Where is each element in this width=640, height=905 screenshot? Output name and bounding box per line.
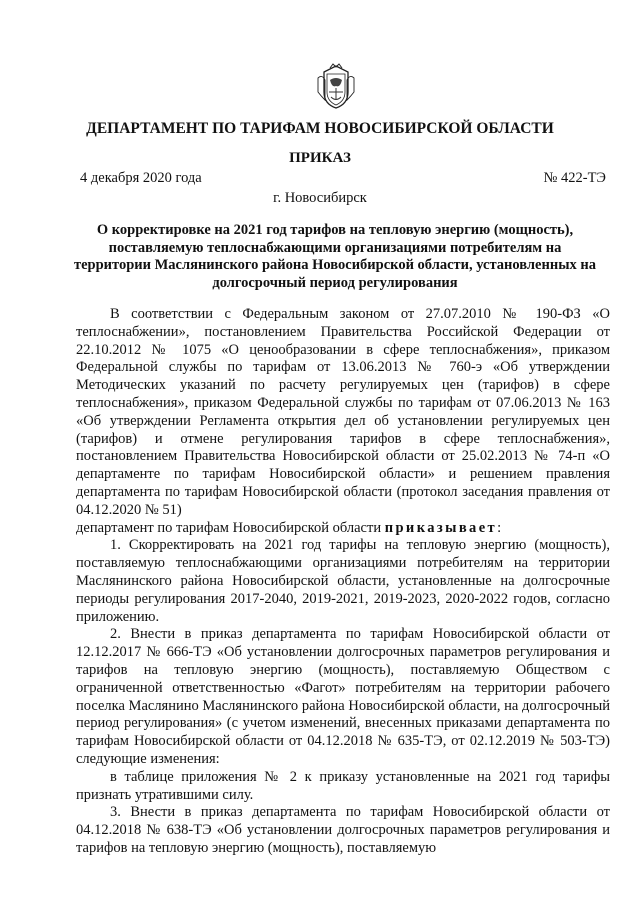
orders-suffix: : — [497, 519, 502, 536]
document-date: 4 декабря 2020 года — [80, 170, 202, 186]
orders-line — [76, 520, 610, 538]
coat-of-arms-icon — [316, 62, 356, 110]
orders-word: приказывает — [384, 519, 498, 536]
item-3-paragraph: 3. Внести в приказ департамента по тарифам Новосибирской области от 04.12.2018 № 638-ТЭ «Об установлении долгосрочных параметров регулирования и тарифов на тепловую энергию (мощность), поставляемую — [76, 804, 610, 856]
item-1-paragraph: 1. Скорректировать на 2021 год тарифы на тепловую энергию (мощность), поставляемую теплоснабжающими организациями потребителям на территории Маслянинского района Новосибирской области, установленные на долгосрочные периоды регулирования 2017-2040, 2019-2021, 2019-2023, 2020-2022 годов, согласно приложению. — [76, 537, 610, 625]
document-type: ПРИКАЗ — [289, 150, 351, 166]
document-title: О корректировке на 2021 год тарифов на тепловую энергию (мощность), поставляемую теплоснабжающими организациями потребителям на территории Маслянинского района Новосибирской области, установленных на долгосрочный период регулирования — [73, 222, 596, 291]
document-body — [76, 306, 610, 858]
document-number: № 422-ТЭ — [543, 170, 606, 186]
preamble-paragraph: В соответствии с Федеральным законом от 27.07.2010 № 190-ФЗ «О теплоснабжении», постановлением Правительства Российской Федерации от 22.10.2012 № 1075 «О ценообразовании в сфере теплоснабжения», приказом Федеральной службы по тарифам от 13.06.2013 № 760-э «Об утверждении Методических указаний по расчету регулируемых цен (тарифов) в сфере теплоснабжения», приказом Федеральной службы по тарифам от 07.06.2013 № 163 «Об утверждении Регламента открытия дел об установлении регулируемых цен (тарифов) и отмене регулирования тарифов в сфере теплоснабжения», постановлением Правительства Новосибирской области от 25.02.2013 № 74-п «О департаменте по тарифам Новосибирской области» и решением правления департамента по тарифам Новосибирской области (протокол заседания правления от 04.12.2020 № 51) — [76, 306, 610, 518]
item-2-paragraph: 2. Внести в приказ департамента по тарифам Новосибирской области от 12.12.2017 № 666-ТЭ «Об установлении долгосрочных параметров регулирования и тарифов на тепловую энергию (мощность), поставляемую Обществом с ограниченной ответственностью «Фагот» потребителям на территории рабочего поселка Маслянино Маслянинского района Новосибирской области, на долгосрочный период регулирования» (с учетом изменений, внесенных приказами департамента по тарифам Новосибирской области от 04.12.2018 № 635-ТЭ, от 02.12.2019 № 503-ТЭ) следующие изменения: — [76, 626, 610, 767]
orders-prefix: департамент по тарифам Новосибирской области — [76, 519, 385, 536]
item-2-subparagraph: в таблице приложения № 2 к приказу установленные на 2021 год тарифы признать утратившими силу. — [76, 768, 610, 803]
department-name: ДЕПАРТАМЕНТ ПО ТАРИФАМ НОВОСИБИРСКОЙ ОБЛАСТИ — [86, 120, 554, 137]
document-city: г. Новосибирск — [273, 190, 367, 206]
